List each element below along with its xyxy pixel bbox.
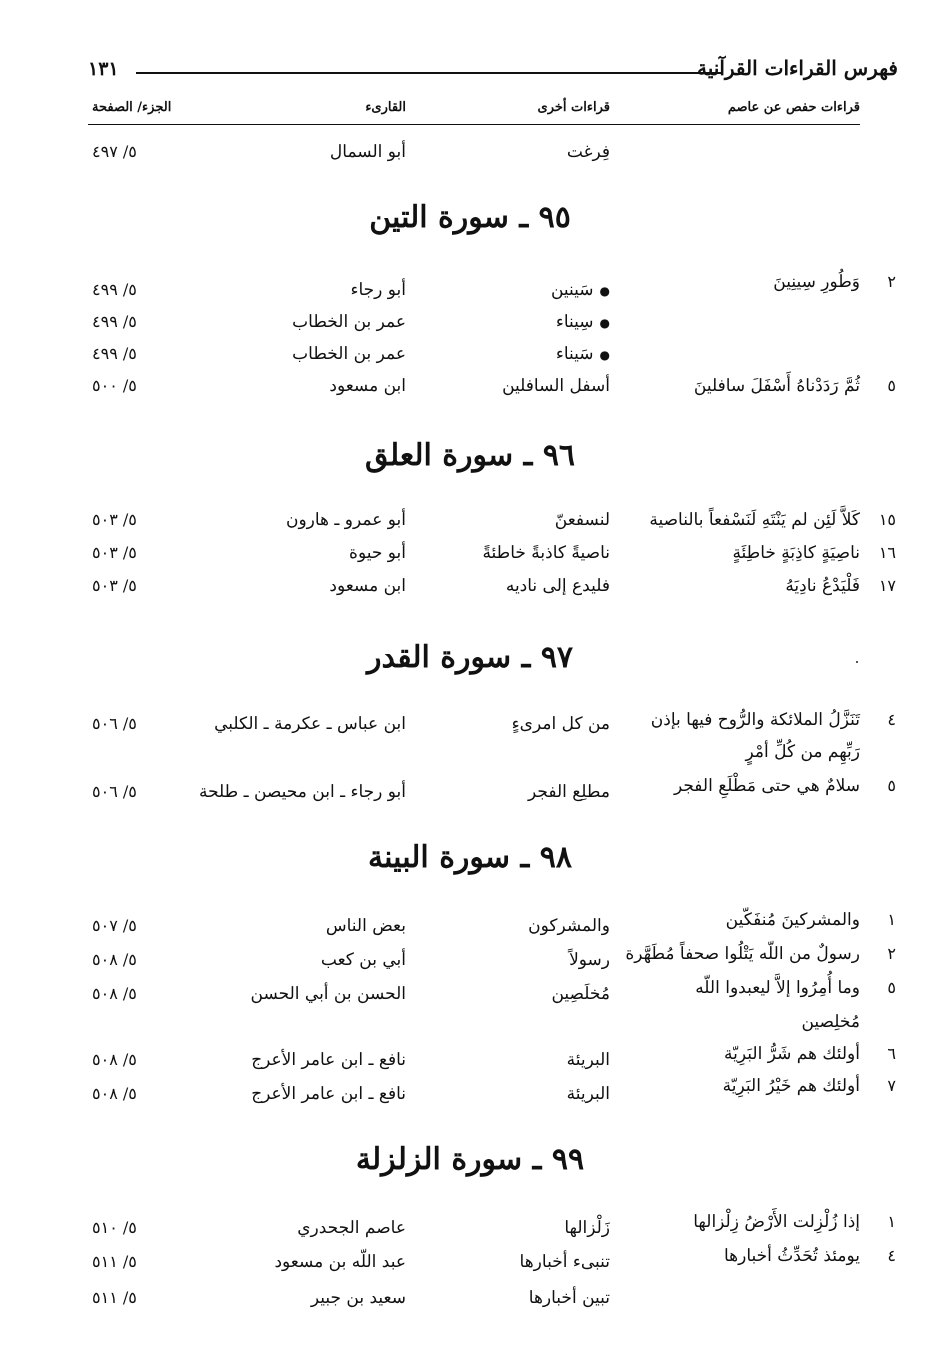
other-reading: تنبىء أخبارها (519, 1252, 610, 1272)
hafs-reading: رسولٌ من اللّه يَتْلُوا صحفاً مُطَهَّرة (625, 944, 860, 964)
hafs-reading: يومئذ تُحَدِّثُ أخبارها (723, 1246, 860, 1266)
verse-number: ٢ (887, 272, 896, 291)
page-ref: ٥/ ٥٠٣ (92, 576, 137, 595)
other-reading: لنسفعنّ (554, 510, 610, 530)
page-ref: ٥/ ٥٠٧ (92, 916, 137, 935)
print-speck (856, 661, 858, 663)
reader-name: بعض الناس (325, 916, 406, 936)
other-reading: تبين أخبارها (528, 1288, 610, 1308)
page-ref: ٥/ ٥٠٠ (92, 376, 137, 395)
page-ref: ٥/ ٥٠٨ (92, 950, 137, 969)
header-rule (136, 72, 722, 74)
reader-name: ابن مسعود (329, 376, 406, 396)
reader-name: أبو رجاء (350, 280, 406, 300)
surah-title: ٩٥ ـ سورة التين (369, 200, 571, 235)
top-entry-ref: ٥/ ٤٩٧ (92, 142, 137, 161)
page-ref: ٥/ ٥٠٦ (92, 782, 137, 801)
surah-title: ٩٦ ـ سورة العلق (364, 438, 576, 473)
hafs-reading: تَنَزَّلُ الملائكة والرُّوح فيها بإذن (650, 710, 860, 730)
reader-name: أبو رجاء ـ ابن محيصن ـ طلحة (198, 782, 406, 802)
page-ref: ٥/ ٥٠٣ (92, 510, 137, 529)
other-reading-text: سَيناء (555, 344, 594, 364)
other-reading: البريئة (566, 1050, 610, 1070)
running-head (88, 52, 898, 88)
other-reading: والمشركون (528, 916, 610, 936)
verse-number: ٥ (887, 776, 896, 795)
page-ref: ٥/ ٥٠٨ (92, 1050, 137, 1069)
running-title: فهرس القراءات القرآنية (697, 56, 898, 80)
verse-number: ١٦ (878, 543, 896, 562)
other-reading: رسولاً (569, 950, 610, 970)
page-ref: ٥/ ٥٠٣ (92, 543, 137, 562)
reader-name: أبي بن كعب (320, 950, 406, 970)
other-reading: زَلْزالها (564, 1218, 610, 1238)
page-ref: ٥/ ٥٠٨ (92, 1084, 137, 1103)
column-header-other: قراءات أخرى (537, 100, 610, 115)
hafs-reading: وَطُورِ سِينِينَ (773, 272, 860, 292)
page-ref: ٥/ ٥١٠ (92, 1218, 137, 1237)
hafs-reading: أولئك هم خَيْرُ البَرِيّة (722, 1076, 860, 1096)
bullet-icon: ● (599, 284, 610, 298)
verse-number: ١٥ (878, 510, 896, 529)
reader-name: عمر بن الخطاب (292, 312, 406, 332)
reader-name: عمر بن الخطاب (292, 344, 406, 364)
surah-title: ٩٧ ـ سورة القدر (366, 640, 574, 675)
other-reading: فليدع إلى ناديه (505, 576, 610, 596)
bullet-icon: ● (599, 348, 610, 362)
verse-number: ٤ (887, 1246, 896, 1265)
column-header-hafs: قراءات حفص عن عاصم (727, 100, 860, 115)
column-header-reader: القارىء (365, 100, 406, 115)
other-reading: مطلِع الفجر (528, 782, 610, 802)
other-reading: البريئة (566, 1084, 610, 1104)
other-reading (556, 342, 610, 367)
reader-name: نافع ـ ابن عامر الأعرج (251, 1084, 406, 1104)
hafs-reading: وما أُمِرُوا إلاَّ ليعبدوا اللّه (695, 978, 860, 998)
reader-name: نافع ـ ابن عامر الأعرج (251, 1050, 406, 1070)
other-reading-text: سَينين (550, 280, 594, 300)
reader-name: الحسن بن أبي الحسن (250, 984, 406, 1004)
surah-title: ٩٨ ـ سورة البينة (368, 840, 572, 875)
page-number: ١٣١ (88, 58, 119, 80)
other-reading-text: سِيناء (555, 312, 594, 332)
other-reading (551, 278, 610, 303)
reader-name: عبد اللّه بن مسعود (274, 1252, 406, 1272)
page-ref: ٥/ ٤٩٩ (92, 312, 137, 331)
hafs-reading: فَلْيَدْعُ نادِيَهُ (785, 576, 860, 596)
hafs-reading: سلامٌ هي حتى مَطْلَعِ الفجر (673, 776, 860, 796)
top-entry-reader: أبو السمال (329, 142, 406, 162)
bullet-icon: ● (599, 316, 610, 330)
hafs-reading: والمشركينَ مُنفَكّين (725, 910, 860, 930)
page-ref: ٥/ ٥٠٦ (92, 714, 137, 733)
hafs-reading: ثُمَّ رَدَدْناهُ أَسْفَلَ سافلينَ (693, 376, 860, 396)
verse-number: ١ (887, 1212, 896, 1231)
verse-number: ٢ (887, 944, 896, 963)
other-reading (556, 310, 610, 335)
other-reading: أسفل السافلين (502, 376, 610, 396)
reader-name: أبو عمرو ـ هارون (285, 510, 406, 530)
page-ref: ٥/ ٥١١ (92, 1288, 137, 1307)
page-ref: ٥/ ٥١١ (92, 1252, 137, 1271)
page-ref: ٥/ ٤٩٩ (92, 344, 137, 363)
hafs-reading: أولئك هم شَرُّ البَرِيّة (724, 1044, 860, 1064)
hafs-reading: كَلاَّ لَئِن لم يَنْتَهِ لَنَسْفعاً بالناصية (649, 510, 860, 530)
page-ref: ٥/ ٤٩٩ (92, 280, 137, 299)
hafs-reading-continuation: رَبِّهِم من كُلِّ أمْرٍ (745, 742, 860, 762)
column-header-rule (88, 124, 860, 125)
other-reading: ناصيةً كاذبةً خاطئةً (482, 543, 610, 563)
hafs-reading: ناصِيَةٍ كاذِبَةٍ خاطِئَةٍ (732, 543, 860, 563)
page-ref: ٥/ ٥٠٨ (92, 984, 137, 1003)
verse-number: ١٧ (878, 576, 896, 595)
other-reading: مُخلَصِين (551, 984, 610, 1004)
verse-number: ١ (887, 910, 896, 929)
verse-number: ٥ (887, 376, 896, 395)
reader-name: سعيد بن جبير (310, 1288, 406, 1308)
reader-name: أبو حيوة (349, 543, 406, 563)
verse-number: ٧ (887, 1076, 896, 1095)
reader-name: ابن مسعود (329, 576, 406, 596)
hafs-reading: إذا زُلْزِلت الأَرْضُ زِلْزالها (693, 1212, 860, 1232)
other-reading: من كل امرىءٍ (511, 714, 610, 734)
verse-number: ٤ (887, 710, 896, 729)
surah-title: ٩٩ ـ سورة الزلزلة (355, 1142, 585, 1177)
reader-name: عاصم الجحدري (297, 1218, 406, 1238)
verse-number: ٥ (887, 978, 896, 997)
top-entry-other: فِرغت (566, 142, 610, 162)
reader-name: ابن عباس ـ عكرمة ـ الكلبي (214, 714, 406, 734)
hafs-reading-continuation: مُخلِصين (801, 1012, 860, 1032)
column-header-ref: الجزء/ الصفحة (92, 100, 172, 115)
verse-number: ٦ (887, 1044, 896, 1063)
